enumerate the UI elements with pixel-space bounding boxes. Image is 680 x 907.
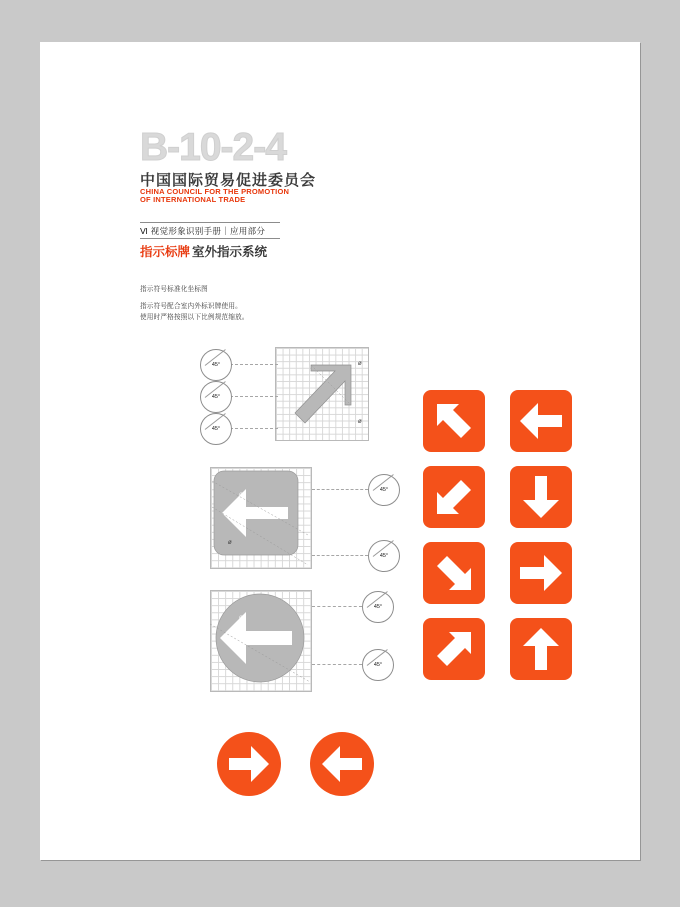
note-line-3: 使用时严格按照以下比例规范缩放。	[140, 314, 249, 321]
leader-line-2b	[312, 555, 368, 556]
divider-top	[140, 222, 280, 223]
section-title-dark: 室外指示系统	[192, 245, 268, 259]
angle-label-2a: ø	[239, 492, 243, 498]
divider-mid	[140, 238, 280, 239]
leader-line-1c	[230, 428, 278, 429]
section-title-red: 指示标牌	[140, 245, 191, 259]
leader-line-1a	[230, 364, 278, 365]
leader-line-1b	[230, 396, 278, 397]
callout-3a	[362, 591, 394, 623]
angle-label-1a: ø	[358, 361, 362, 367]
left-arrow-circle-shape	[206, 586, 314, 699]
left-arrow-square-shape	[210, 467, 310, 572]
callout-2b-label: 45°	[379, 553, 389, 559]
angle-label-1b: ø	[358, 419, 362, 425]
arrow-right-circle-icon[interactable]	[217, 732, 281, 796]
arrow-up-left-icon[interactable]	[423, 390, 485, 452]
callout-3b	[362, 649, 394, 681]
callout-2b	[368, 540, 400, 572]
angle-label-2b: ø	[228, 540, 232, 546]
arrow-left-circle-icon[interactable]	[310, 732, 374, 796]
callout-1b	[200, 381, 232, 413]
callout-1a-label: 45°	[211, 362, 221, 368]
leader-line-3b	[312, 664, 362, 665]
leader-line-2a	[312, 489, 368, 490]
section-subtitle: Ⅵ 视觉形象识别手册｜应用部分	[140, 226, 266, 236]
leader-line-3a	[312, 606, 362, 607]
org-name-cn: 中国国际贸易促进委员会	[140, 172, 317, 189]
note-line-2: 指示符号配合室内外标识牌使用。	[140, 303, 242, 310]
callout-1c-label: 45°	[211, 426, 221, 432]
note-line-1: 指示符号标准化坐标图	[140, 286, 208, 293]
arrow-down-right-icon[interactable]	[423, 542, 485, 604]
arrow-up-icon[interactable]	[510, 618, 572, 680]
document-page	[40, 42, 640, 860]
callout-3b-label: 45°	[373, 662, 383, 668]
page-code: B-10-2-4	[140, 126, 286, 169]
callout-1a	[200, 349, 232, 381]
org-name-en-line1: CHINA COUNCIL FOR THE PROMOTION	[140, 187, 290, 196]
callout-1c	[200, 413, 232, 445]
callout-2a-label: 45°	[379, 487, 389, 493]
callout-3a-label: 45°	[373, 604, 383, 610]
arrow-up-right-icon[interactable]	[423, 618, 485, 680]
arrow-down-left-icon[interactable]	[423, 466, 485, 528]
callout-1b-label: 45°	[211, 394, 221, 400]
arrow-left-icon[interactable]	[510, 390, 572, 452]
org-name-en-line2: OF INTERNATIONAL TRADE	[140, 195, 246, 204]
angle-label-3a: ø	[239, 615, 243, 621]
callout-2a	[368, 474, 400, 506]
diagonal-arrow-shape	[275, 347, 367, 444]
arrow-right-icon[interactable]	[510, 542, 572, 604]
arrow-down-icon[interactable]	[510, 466, 572, 528]
